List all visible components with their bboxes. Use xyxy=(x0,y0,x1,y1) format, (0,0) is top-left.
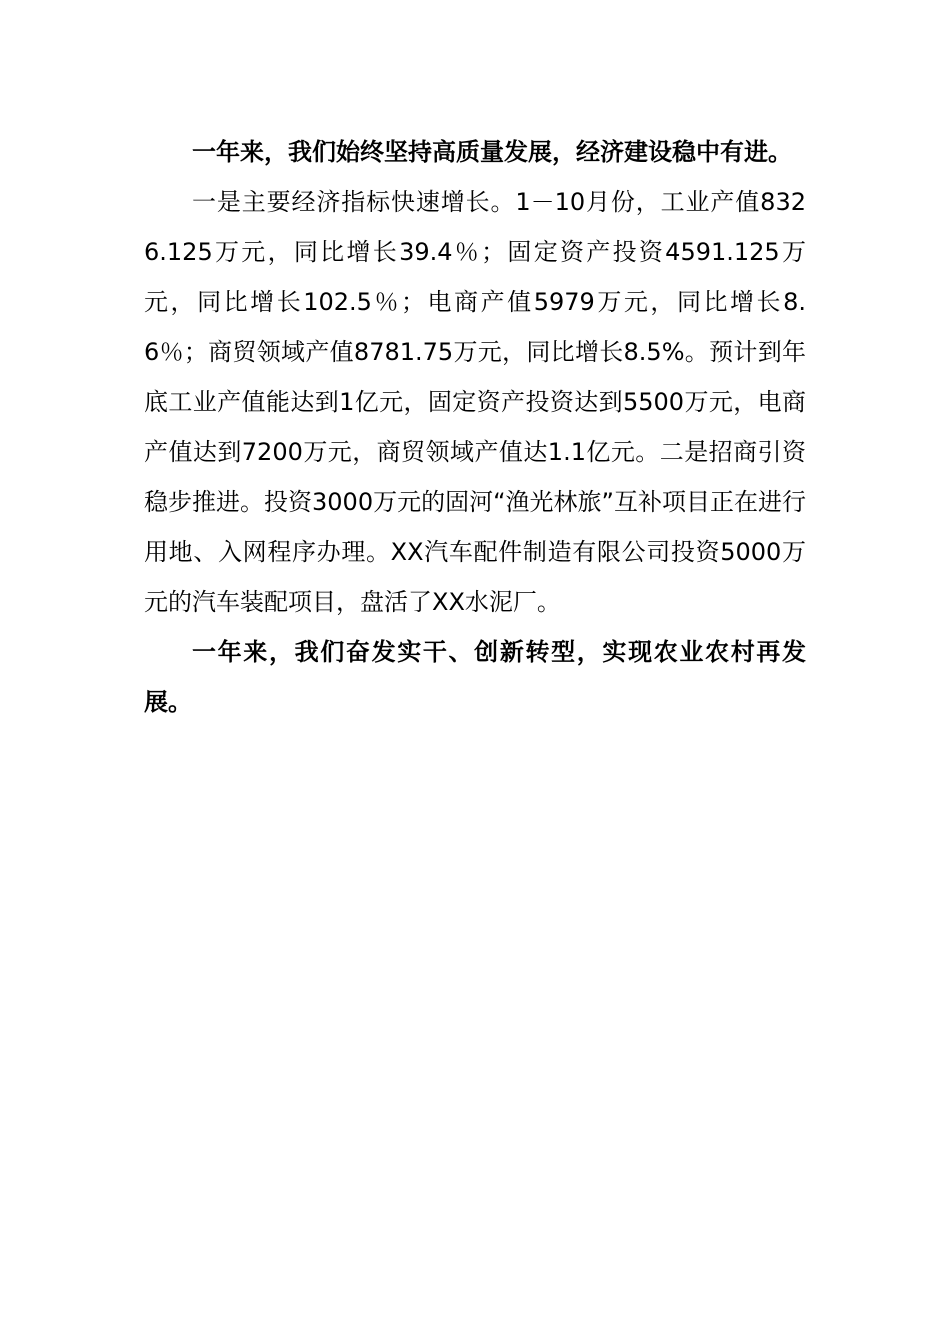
section-heading-economy: 一年来，我们始终坚持高质量发展，经济建设稳中有进。 xyxy=(192,138,792,166)
section-heading-agriculture: 一年来，我们奋发实干、创新转型，实现农业农村再发展。 xyxy=(144,638,806,716)
document-body xyxy=(144,127,806,727)
body-paragraph-economy: 一是主要经济指标快速增长。1－10月份，工业产值8326.125万元，同比增长39.4％；固定资产投资4591.125万元，同比增长102.5％；电商产值5979万元，同比增长8.6％；商贸领域产值8781.75万元，同比增长8.5%。预计到年底工业产值能达到1亿元，固定资产投资达到5500万元，电商产值达到7200万元，商贸领域产值达1.1亿元。二是招商引资稳步推进。投资3000万元的固河“渔光林旅”互补项目正在进行用地、入网程序办理。XX汽车配件制造有限公司投资5000万元的汽车装配项目，盘活了XX水泥厂。 xyxy=(144,188,806,616)
